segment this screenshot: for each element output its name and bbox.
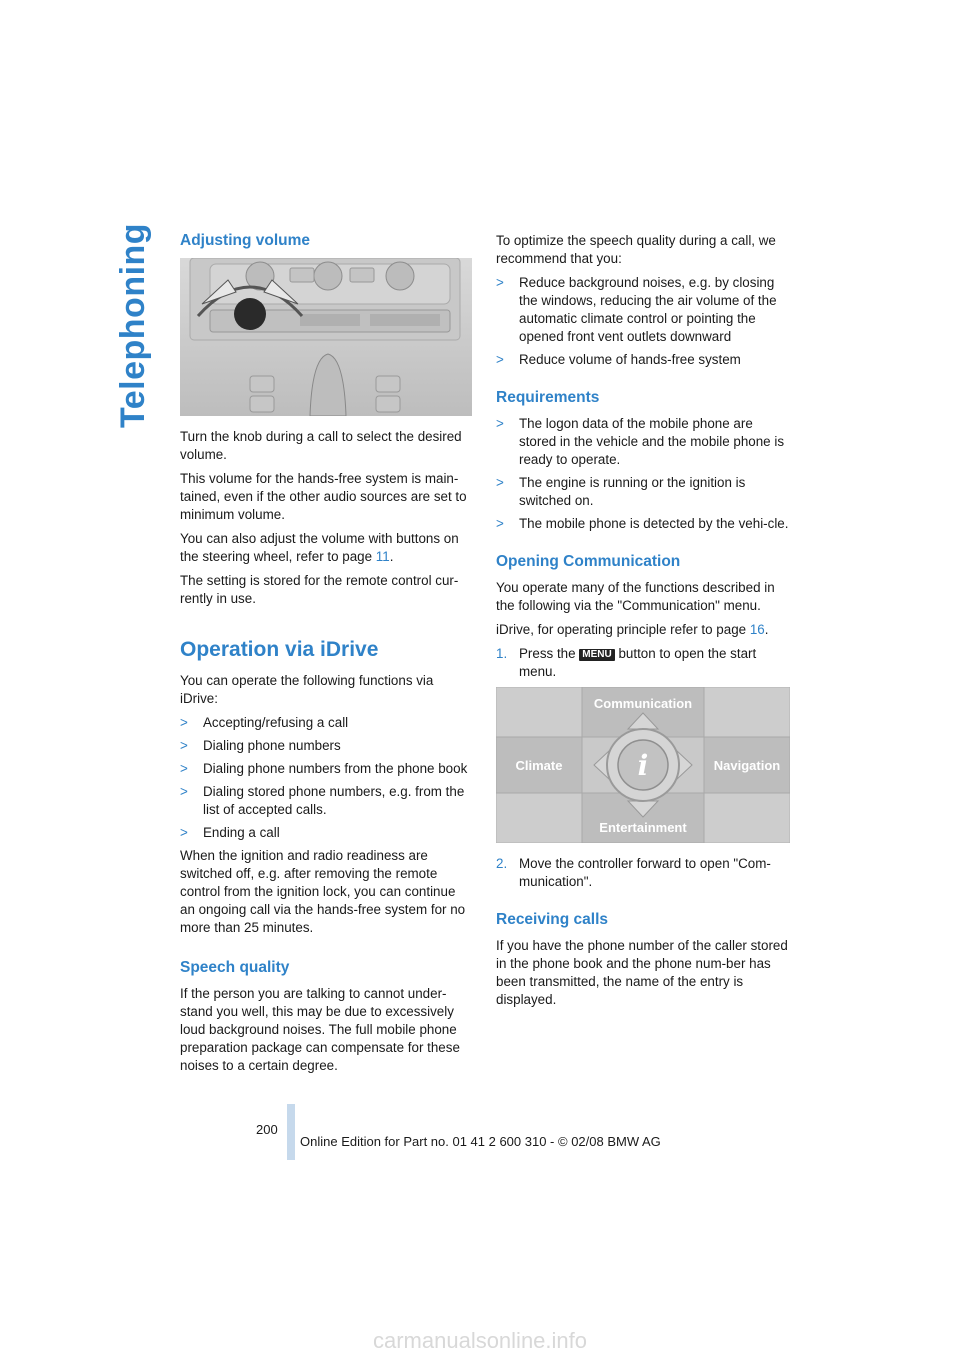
menu-button-icon: MENU xyxy=(579,649,614,661)
section-title: Telephoning xyxy=(114,222,152,428)
page-link[interactable]: 11 xyxy=(375,549,390,564)
edition-note: Online Edition for Part no. 01 41 2 600 310 - © 02/08 BMW AG xyxy=(300,1134,661,1149)
start-menu-illustration xyxy=(496,687,790,843)
right-column xyxy=(496,232,792,1015)
requirements-heading: Requirements xyxy=(496,389,600,406)
list-item: > Reduce background noises, e.g. by closing the windows, reducing the air volume of the automatic climate control or pointing the opened front vent outlets downward xyxy=(496,275,777,344)
paragraph: If the person you are talking to cannot under-stand you well, this may be due to excessively loud background noises. The full mobile phone preparation package can compensate for these noises to a certain degree. xyxy=(180,986,460,1073)
volume-knob-photo xyxy=(180,258,472,416)
paragraph: iDrive, for operating principle refer to page 16. xyxy=(496,622,769,637)
page-link[interactable]: 16 xyxy=(749,622,765,637)
list-item: > Dialing phone numbers xyxy=(180,738,341,753)
list-item: > Ending a call xyxy=(180,825,280,840)
list-item: > The engine is running or the ignition is switched on. xyxy=(496,475,746,508)
paragraph: To optimize the speech quality during a call, we recommend that you: xyxy=(496,233,776,266)
step-item: 2. Move the controller forward to open "Com-munication". xyxy=(496,856,771,889)
page-footer xyxy=(0,1104,960,1164)
paragraph: You can operate the following functions via iDrive: xyxy=(180,673,434,706)
page-number: 200 xyxy=(256,1122,278,1137)
left-column xyxy=(180,232,472,1081)
paragraph: You can also adjust the volume with buttons on the steering wheel, refer to page 11. xyxy=(180,531,459,564)
menu-item-communication[interactable]: Communication xyxy=(593,696,693,711)
list-item: > Accepting/refusing a call xyxy=(180,715,349,730)
info-icon: i xyxy=(637,749,649,782)
list-item: > The logon data of the mobile phone are stored in the vehicle and the mobile phone is ready to operate. xyxy=(496,416,785,467)
recommendation-list xyxy=(496,274,792,369)
paragraph: This volume for the hands-free system is main-tained, even if the other audio sources are set to minimum volume. xyxy=(180,471,467,522)
menu-item-entertainment[interactable]: Entertainment xyxy=(599,820,687,835)
site-watermark: carmanualsonline.info xyxy=(372,1328,588,1353)
footer-bar xyxy=(287,1104,295,1160)
opening-communication-heading: Opening Communication xyxy=(496,553,681,570)
steps-list xyxy=(496,645,792,681)
paragraph: You operate many of the functions described in the following via the "Communication" menu. xyxy=(496,580,775,613)
idrive-start-menu xyxy=(496,687,790,843)
list-item: > Dialing stored phone numbers, e.g. from the list of accepted calls. xyxy=(180,784,465,817)
paragraph: Turn the knob during a call to select the desired volume. xyxy=(180,429,462,462)
menu-item-navigation[interactable]: Navigation xyxy=(713,758,781,773)
adjusting-volume-heading: Adjusting volume xyxy=(180,232,311,249)
speech-quality-heading: Speech quality xyxy=(180,959,290,976)
idrive-heading: Operation via iDrive xyxy=(180,638,379,661)
list-item: > Dialing phone numbers from the phone book xyxy=(180,761,468,776)
list-item: > Reduce volume of hands-free system xyxy=(496,352,741,367)
receiving-calls-heading: Receiving calls xyxy=(496,911,609,928)
console-illustration xyxy=(180,258,472,416)
step-item: 1. Press the MENU button to open the start menu. xyxy=(496,646,757,679)
requirements-list xyxy=(496,415,792,533)
paragraph: If you have the phone number of the caller stored in the phone book and the phone num-ber has been transmitted, the name of the entry is displayed. xyxy=(496,938,788,1007)
steps-list xyxy=(496,855,792,891)
paragraph: The setting is stored for the remote control cur-rently in use. xyxy=(180,573,459,606)
function-list xyxy=(180,714,472,842)
menu-item-climate[interactable]: Climate xyxy=(515,758,563,773)
list-item: > The mobile phone is detected by the vehi-cle. xyxy=(496,516,789,531)
paragraph: When the ignition and radio readiness are switched off, e.g. after removing the remote control from the ignition lock, you can continue an ongoing call via the hands-free system for no more than 25 minutes. xyxy=(180,848,466,935)
